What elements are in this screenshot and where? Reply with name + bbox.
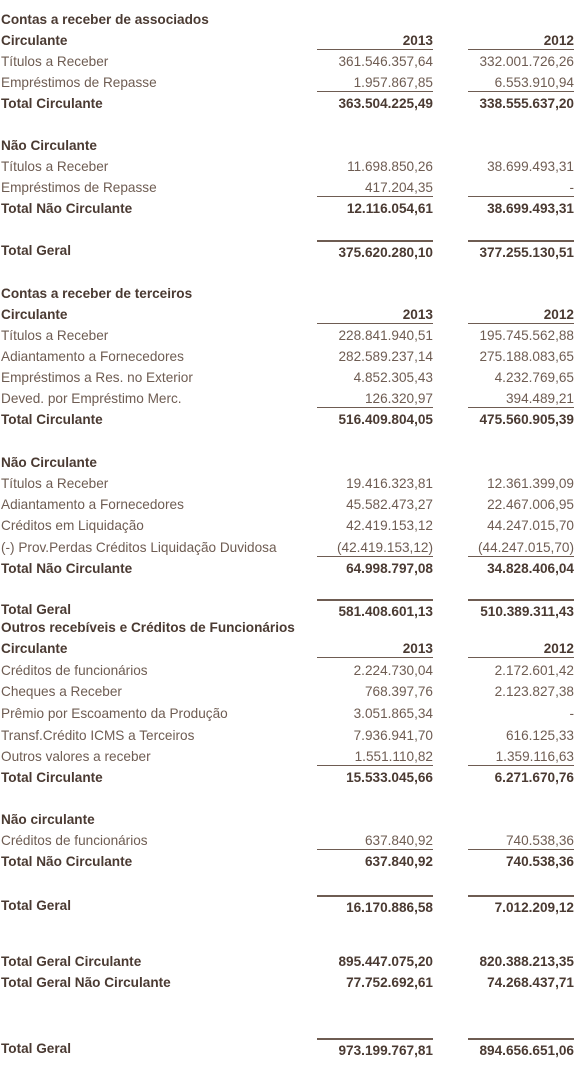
table-row — [0, 346, 575, 367]
row-label: Cheques a Receber — [1, 684, 122, 699]
value-2012: 740.538,36 — [468, 830, 574, 850]
row-label: Prêmio por Escoamento da Produção — [1, 706, 228, 721]
group-header: Não Circulante — [1, 455, 97, 470]
total-label: Total Não Circulante — [1, 561, 133, 576]
row-label: Títulos a Receber — [1, 476, 109, 491]
value-2012: - — [468, 177, 574, 197]
table-row — [0, 537, 575, 558]
total-row — [0, 851, 575, 872]
grand-total-label: Total Geral — [1, 243, 71, 258]
value-2012: 44.247.015,70 — [487, 518, 574, 533]
total-label: Total Circulante — [1, 412, 103, 427]
value-2013: 1.551.110,82 — [317, 746, 433, 766]
row-label: Empréstimos a Res. no Exterior — [1, 370, 193, 385]
row-label: Títulos a Receber — [1, 54, 109, 69]
table-row — [0, 325, 575, 346]
total-row — [0, 767, 575, 788]
value-2013: 45.582.473,27 — [346, 497, 433, 512]
total-2013: 15.533.045,66 — [346, 770, 433, 785]
table-row — [0, 703, 575, 724]
value-2013: 417.204,35 — [317, 177, 433, 197]
header-row — [0, 452, 575, 473]
grand-total-2013: 16.170.886,58 — [317, 895, 433, 918]
value-2012: - — [569, 706, 574, 721]
row-label: Outros valores a receber — [1, 749, 151, 764]
table-row — [0, 746, 575, 767]
summary-label: Total Geral — [1, 1041, 71, 1056]
total-2012: 34.828.406,04 — [487, 561, 574, 576]
summary-nao-circulante-row — [0, 972, 575, 993]
summary-2012: 894.656.651,06 — [468, 1038, 574, 1061]
total-2013: 363.504.225,49 — [338, 96, 433, 111]
value-2013: 7.936.941,70 — [353, 728, 433, 743]
total-row — [0, 198, 575, 219]
section-title-outros — [0, 617, 575, 638]
value-2013: 4.852.305,43 — [353, 370, 433, 385]
value-2012: 12.361.399,09 — [487, 476, 574, 491]
row-label: Deved. por Empréstimo Merc. — [1, 391, 182, 406]
total-row — [0, 409, 575, 430]
row-label: Empréstimos de Repasse — [1, 180, 157, 195]
section-title: Contas a receber de terceiros — [1, 286, 193, 301]
value-2012: 22.467.006,95 — [487, 497, 574, 512]
year-2013: 2013 — [317, 638, 433, 658]
summary-2012: 74.268.437,71 — [487, 975, 574, 990]
group-header: Não Circulante — [1, 138, 97, 153]
section-title-associados — [0, 9, 575, 30]
group-header: Circulante — [1, 307, 68, 322]
value-2013: 126.320,97 — [317, 388, 433, 408]
row-label: (-) Prov.Perdas Créditos Liquidação Duvidosa — [1, 540, 277, 555]
row-label: Créditos em Liquidação — [1, 518, 144, 533]
group-header: Não circulante — [1, 812, 95, 827]
value-2013: 11.698.850,26 — [347, 159, 433, 174]
header-row — [0, 638, 575, 659]
header-row — [0, 135, 575, 156]
value-2012: 616.125,33 — [505, 728, 574, 743]
value-2013: 2.224.730,04 — [353, 663, 433, 678]
grand-total-2013: 375.620.280,10 — [317, 240, 433, 263]
grand-total-row — [0, 895, 575, 916]
total-label: Total Circulante — [1, 770, 103, 785]
value-2013: 19.416.323,81 — [346, 476, 433, 491]
table-row — [0, 473, 575, 494]
table-row — [0, 830, 575, 851]
row-label: Créditos de funcionários — [1, 833, 148, 848]
value-2013: 3.051.865,34 — [353, 706, 433, 721]
value-2013: 637.840,92 — [317, 830, 433, 850]
grand-total-2012: 7.012.209,12 — [468, 895, 574, 918]
section-title-terceiros — [0, 283, 575, 304]
summary-2013: 895.447.075,20 — [338, 954, 433, 969]
group-header: Circulante — [1, 641, 68, 656]
value-2012: 275.188.083,65 — [479, 349, 574, 364]
table-row — [0, 725, 575, 746]
total-row — [0, 93, 575, 114]
year-2012: 2012 — [468, 30, 574, 50]
table-row — [0, 660, 575, 681]
total-2012: 38.699.493,31 — [487, 201, 574, 216]
table-row — [0, 72, 575, 93]
row-label: Títulos a Receber — [1, 328, 109, 343]
total-2013: 637.840,92 — [364, 854, 433, 869]
summary-label: Total Geral Não Circulante — [1, 975, 171, 990]
summary-geral-row — [0, 1038, 575, 1059]
year-2013: 2013 — [317, 304, 433, 324]
row-label: Adiantamento a Fornecedores — [1, 497, 184, 512]
grand-total-row — [0, 240, 575, 261]
table-row — [0, 388, 575, 409]
total-2013: 516.409.804,05 — [338, 412, 433, 427]
total-2012: 475.560.905,39 — [479, 412, 574, 427]
summary-2013: 77.752.692,61 — [346, 975, 433, 990]
value-2012: 2.123.827,38 — [494, 684, 574, 699]
summary-2013: 973.199.767,81 — [317, 1038, 433, 1061]
value-2013: 42.419.153,12 — [346, 518, 433, 533]
year-2012: 2012 — [468, 304, 574, 324]
value-2012: 38.699.493,31 — [487, 159, 574, 174]
table-row — [0, 681, 575, 702]
value-2013: 361.546.357,64 — [338, 54, 433, 69]
summary-label: Total Geral Circulante — [1, 954, 142, 969]
header-row — [0, 304, 575, 325]
row-label: Créditos de funcionários — [1, 663, 148, 678]
value-2012: 6.553.910,94 — [468, 72, 574, 92]
grand-total-label: Total Geral — [1, 602, 71, 617]
total-2012: 740.538,36 — [505, 854, 574, 869]
table-row — [0, 367, 575, 388]
value-2013: 228.841.940,51 — [338, 328, 433, 343]
table-row — [0, 494, 575, 515]
value-2013: 282.589.237,14 — [338, 349, 433, 364]
header-row — [0, 30, 575, 51]
year-2013: 2013 — [317, 30, 433, 50]
value-2012: 394.489,21 — [468, 388, 574, 408]
value-2012: (44.247.015,70) — [468, 537, 574, 557]
table-row — [0, 177, 575, 198]
value-2013: 1.957.867,85 — [317, 72, 433, 92]
value-2012: 332.001.726,26 — [479, 54, 574, 69]
group-header: Circulante — [1, 33, 68, 48]
value-2012: 1.359.116,63 — [468, 746, 574, 766]
grand-total-2013: 581.408.601,13 — [317, 599, 433, 622]
grand-total-2012: 377.255.130,51 — [468, 240, 574, 263]
value-2012: 4.232.769,65 — [494, 370, 574, 385]
summary-circulante-row — [0, 951, 575, 972]
grand-total-2012: 510.389.311,43 — [468, 599, 574, 622]
section-title: Outros recebíveis e Créditos de Funcionários — [1, 620, 295, 635]
header-row — [0, 809, 575, 830]
table-row — [0, 515, 575, 536]
row-label: Transf.Crédito ICMS a Terceiros — [1, 728, 195, 743]
summary-2012: 820.388.213,35 — [479, 954, 574, 969]
total-label: Total Não Circulante — [1, 201, 133, 216]
total-2012: 338.555.637,20 — [479, 96, 574, 111]
row-label: Adiantamento a Fornecedores — [1, 349, 184, 364]
total-2013: 12.116.054,61 — [346, 201, 433, 216]
value-2013: (42.419.153,12) — [317, 537, 433, 557]
value-2012: 2.172.601,42 — [494, 663, 574, 678]
value-2013: 768.397,76 — [364, 684, 433, 699]
year-2012: 2012 — [468, 638, 574, 658]
total-2012: 6.271.670,76 — [494, 770, 574, 785]
grand-total-label: Total Geral — [1, 898, 71, 913]
section-title: Contas a receber de associados — [1, 12, 209, 27]
total-2013: 64.998.797,08 — [346, 561, 433, 576]
total-label: Total Não Circulante — [1, 854, 133, 869]
value-2012: 195.745.562,88 — [479, 328, 574, 343]
table-row — [0, 156, 575, 177]
row-label: Títulos a Receber — [1, 159, 109, 174]
total-label: Total Circulante — [1, 96, 103, 111]
table-row — [0, 51, 575, 72]
total-row — [0, 558, 575, 579]
row-label: Empréstimos de Repasse — [1, 75, 157, 90]
